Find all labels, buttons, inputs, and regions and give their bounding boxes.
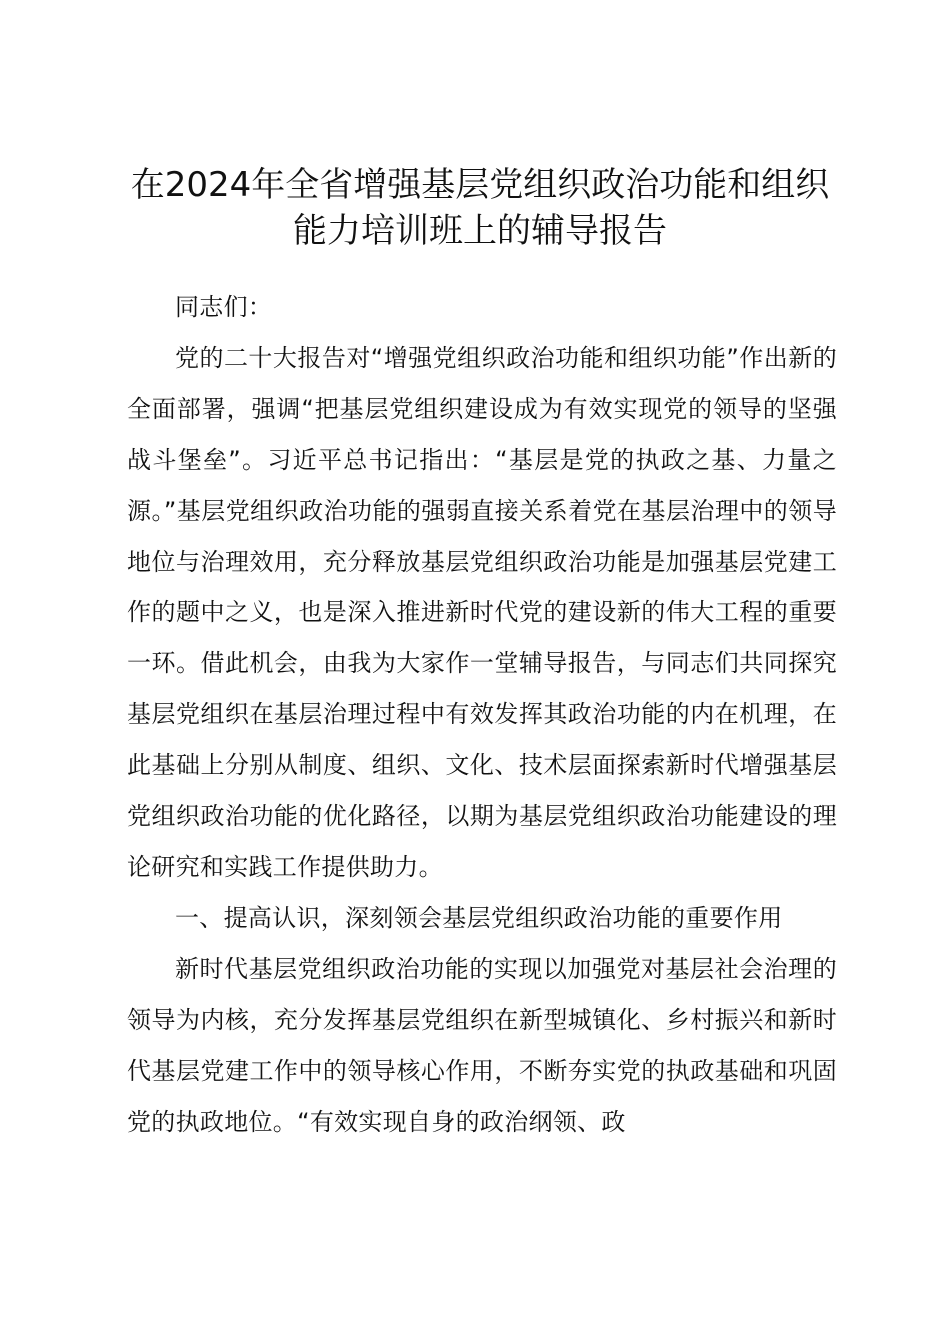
document-title: 在2024年全省增强基层党组织政治功能和组织能力培训班上的辅导报告 (130, 165, 830, 251)
body-paragraph: 党的二十大报告对“增强党组织政治功能和组织功能”作出新的全面部署，强调“把基层党组织建设成为有效实现党的领导的坚强战斗堡垒”。习近平总书记指出：“基层是党的执政之基、力量之源。”基层党组织政治功能的强弱直接关系着党在基层治理中的领导地位与治理效用，充分释放基层党组织政治功能是加强基层党建工作的题中之义，也是深入推进新时代党的建设新的伟大工程的重要一环。借此机会，由我为大家作一堂辅导报告，与同志们共同探究基层党组织在基层治理过程中有效发挥其政治功能的内在机理，在此基础上分别从制度、组织、文化、技术层面探索新时代增强基层党组织政治功能的优化路径，以期为基层党组织政治功能建设的理论研究和实践工作提供助力。 (127, 343, 837, 881)
salutation: 同志们： (175, 293, 273, 321)
document-body (127, 282, 837, 1147)
body-paragraph: 新时代基层党组织政治功能的实现以加强党对基层社会治理的领导为内核，充分发挥基层党组织在新型城镇化、乡村振兴和新时代基层党建工作中的领导核心作用，不断夯实党的执政基础和巩固党的执政地位。“有效实现自身的政治纲领、政 (127, 954, 837, 1136)
section-heading: 一、提高认识，深刻领会基层党组织政治功能的重要作用 (175, 903, 783, 932)
